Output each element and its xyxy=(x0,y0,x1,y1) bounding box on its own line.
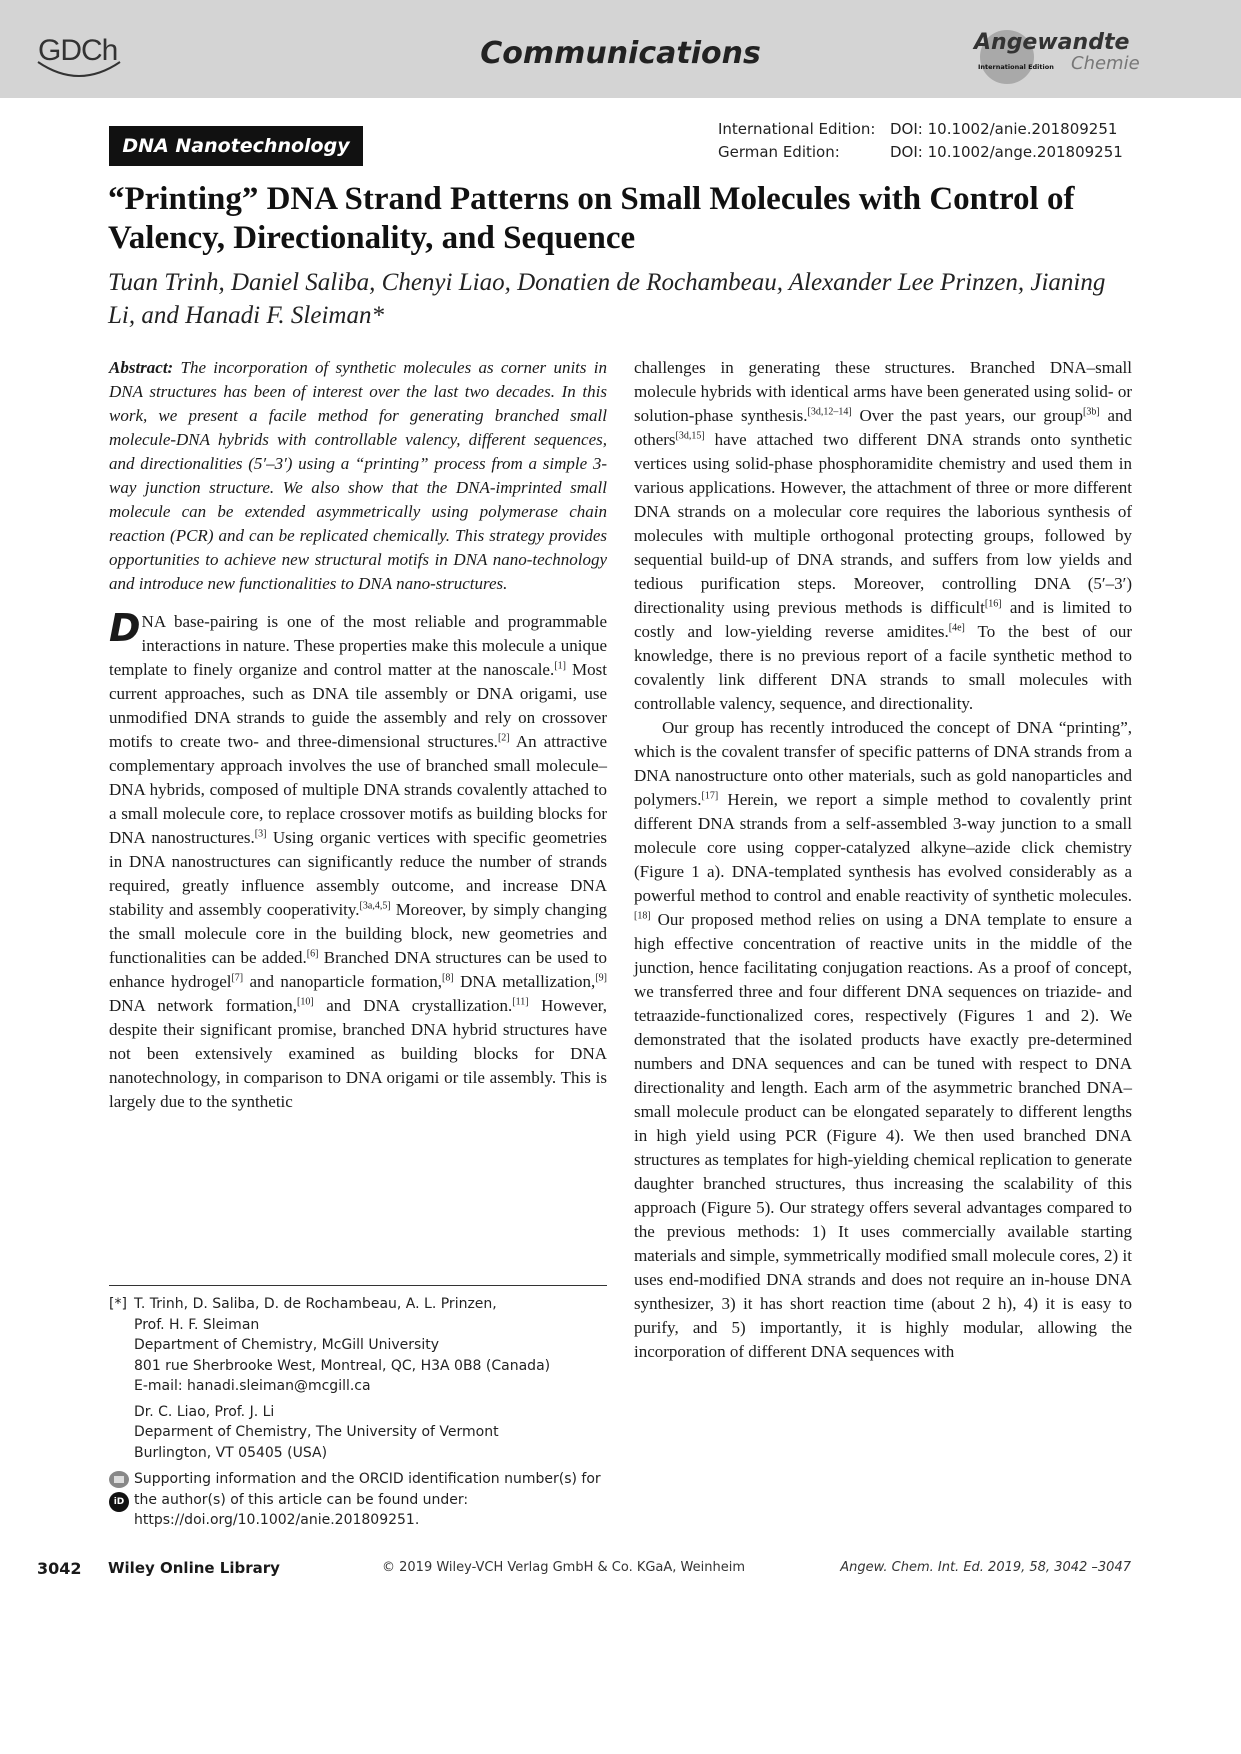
doi-block xyxy=(718,118,1123,164)
text-run: have attached two different DNA strands onto synthetic vertices using solid-phase phosphoramidite chemistry and used them in various applications. However, the attachment of three or more different DNA strands on a molecular core requires the laborious synthesis of molecules with multiple orthogonal protecting groups, followed by sequential build-up of DNA strands, and suffers from low yields and tedious purification steps. Moreover, controlling DNA (5′–3′) directionality using previous methods is difficult xyxy=(634,430,1132,617)
citation: Angew. Chem. Int. Ed. 2019, 58, 3042 –3047 xyxy=(840,1560,1131,1575)
si-icons xyxy=(109,1471,131,1512)
text-run: However, despite their significant promise, branched DNA hybrid structures have not been extensively examined as building blocks for DNA nanotechnology, in comparison to DNA origami or tile assembly. This is largely due to the synthetic xyxy=(109,996,607,1111)
affiliation-line: Department of Chemistry, McGill University xyxy=(134,1337,439,1353)
email-line[interactable]: E-mail: hanadi.sleiman@mcgill.ca xyxy=(134,1378,371,1394)
text-run: Branched DNA structures can be used to enhance hydrogel xyxy=(109,948,607,991)
citation-ref[interactable]: [11] xyxy=(512,996,529,1008)
affiliation-block-1 xyxy=(134,1294,607,1397)
text-run: Herein, we report a simple method to covalently print different DNA strands from a self-assembled 3-way junction to a small molecule core using copper-catalyzed alkyne–azide click chemistry (Figure 1 a). DNA-templated synthesis has evolved considerably as a powerful method to control and enable reactivity of synthetic molecules. xyxy=(634,790,1132,905)
wiley-online-library-link[interactable]: Wiley Online Library xyxy=(108,1559,280,1577)
doi-row xyxy=(718,141,1123,164)
affiliation-line: Burlington, VT 05405 (USA) xyxy=(134,1444,328,1461)
citation-ref[interactable]: [3] xyxy=(254,828,267,840)
orcid-icon: iD xyxy=(109,1492,129,1512)
citation-ref[interactable]: [8] xyxy=(442,972,454,984)
journal-logo-edition: International Edition xyxy=(978,63,1054,71)
supporting-info-note xyxy=(109,1469,607,1531)
header-band xyxy=(0,0,1241,98)
doi-label: International Edition: xyxy=(718,120,876,138)
supporting-info-icon xyxy=(109,1471,129,1488)
text-run: Most current approaches, such as DNA tile assembly or DNA origami, use unmodified DNA strands to guide the assembly and rely on crossover motifs to create two- and three-dimensional structures. xyxy=(109,660,607,751)
journal-logo-name: Angewandte xyxy=(974,30,1130,55)
affiliation-line: Prof. H. F. Sleiman xyxy=(134,1316,260,1333)
page-footer xyxy=(0,1559,1241,1583)
affiliation-line: Deparment of Chemistry, The University of Vermont xyxy=(134,1424,499,1440)
right-column xyxy=(634,356,1132,1364)
page-number: 3042 xyxy=(37,1559,82,1578)
abstract-text: The incorporation of synthetic molecules as corner units in DNA structures has been of interest over the last two decades. In this work, we present a facile method for generating branched small molecule-DNA hybrids with controllable valency, different sequences, and directionalities (5′–3′) using a “printing” process from a simple 3-way junction structure. We also show that the DNA-imprinted small molecule can be extended asymmetrically using polymerase chain reaction (PCR) and can be replicated chemically. This strategy provides opportunities to achieve new structural motifs in DNA nano-technology and introduce new functionalities to DNA nano-structures. xyxy=(109,358,607,593)
footnote-divider xyxy=(109,1285,607,1286)
gdch-logo: GDCh xyxy=(38,34,118,67)
affiliation-block-2 xyxy=(134,1402,607,1464)
body-paragraph xyxy=(634,356,1132,716)
author-list: Tuan Trinh, Daniel Saliba, Chenyi Liao, Donatien de Rochambeau, Alexander Lee Prinzen, Jianing Li, and Hanadi F. Sleiman* xyxy=(108,269,1106,329)
text-run: NA base-pairing is one of the most reliable and programmable interactions in nature. These properties make this molecule a unique template to finely organize and control matter at the nanoscale. xyxy=(109,612,607,679)
citation-ref[interactable]: [16] xyxy=(984,598,1002,610)
text-run: Using organic vertices with specific geometries in DNA nanostructures can significantly reduce the number of strands required, greatly influence assembly outcome, and increase DNA stability and assembly cooperativity. xyxy=(109,828,608,919)
copyright: © 2019 Wiley-VCH Verlag GmbH & Co. KGaA, Weinheim xyxy=(382,1560,746,1575)
doi-label: German Edition: xyxy=(718,143,840,161)
affiliation-line: 801 rue Sherbrooke West, Montreal, QC, H3A 0B8 (Canada) xyxy=(134,1357,551,1374)
citation-ref[interactable]: [3a,4,5] xyxy=(359,900,391,912)
article-title: “Printing” DNA Strand Patterns on Small Molecules with Control of Valency, Directionality, and Sequence xyxy=(108,181,1075,256)
body-paragraph xyxy=(634,716,1132,1364)
affiliation-footnote xyxy=(109,1294,607,1531)
citation-ref[interactable]: [6] xyxy=(306,948,319,960)
affiliation-line: T. Trinh, D. Saliba, D. de Rochambeau, A. L. Prinzen, xyxy=(134,1296,497,1312)
text-run: To the best of our knowledge, there is no previous report of a facile synthetic method to covalently link different DNA strands to small molecules with controllable valency, sequence, and directionality. xyxy=(634,622,1132,713)
body-text xyxy=(109,606,608,1111)
text-run: An attractive complementary approach involves the use of branched small molecule–DNA hybrids, composed of multiple DNA strands covalently attached to a small molecule core, to replace crossover motifs as building blocks for DNA nanostructures. xyxy=(109,732,607,847)
citation-ref[interactable]: [18] xyxy=(634,910,651,922)
citation-ref[interactable]: [3b] xyxy=(1083,406,1100,418)
abstract-label: Abstract: xyxy=(109,358,174,377)
supporting-info-text[interactable]: Supporting information and the ORCID identification number(s) for the author(s) of this article can be found under: https://doi.org/10.1002/anie.201809251. xyxy=(134,1471,601,1528)
citation-ref[interactable]: [7] xyxy=(231,972,244,984)
journal-logo xyxy=(972,26,1140,82)
affiliation-line: Dr. C. Liao, Prof. J. Li xyxy=(134,1403,275,1420)
text-run: and is limited to costly and low-yielding reverse amidites. xyxy=(634,598,1132,641)
text-run: and DNA crystallization. xyxy=(313,996,513,1015)
citation-ref[interactable]: [9] xyxy=(595,972,607,984)
citation-ref[interactable]: [1] xyxy=(554,660,566,672)
text-run: and nanoparticle formation, xyxy=(243,972,443,991)
text-run: Our group has recently introduced the concept of DNA “printing”, which is the covalent transfer of specific patterns of DNA strands from a DNA nanostructure onto other materials, such as gold nanoparticles and polymers. xyxy=(634,718,1132,809)
doi-row xyxy=(718,118,1123,141)
text-run: challenges in generating these structures. Branched DNA–small molecule hybrids with identical arms have been generated using solid- or solution-phase synthesis. xyxy=(634,358,1132,425)
text-run: Moreover, by simply changing the small molecule core in the building block, new geometries and functionalities can be added. xyxy=(109,900,607,967)
text-run: DNA metallization, xyxy=(453,972,596,991)
citation-ref[interactable]: [4e] xyxy=(948,622,965,634)
text-run: Our proposed method relies on using a DNA template to ensure a high effective concentration of reactive units in the middle of the junction, hence facilitating conjugation reactions. As a proof of concept, we transferred three and four different DNA sequences on triazide- and tetraazide-functionalized cores, respectively (Figures 1 and 2). We demonstrated that the isolated products have exactly pre-determined numbers and DNA sequences and can be tuned with respect to DNA directionality and length. Each arm of the asymmetric branched DNA–small molecule product can be elongated separately to different lengths in high yield using PCR (Figure 4). We then used branched DNA structures as templates for high-yielding chemical replication to generate daughter branched structures, thus increasing the scalability of this approach (Figure 5). Our strategy offers several advantages compared to the previous methods: 1) It uses commercially available starting materials and simple, symmetrically modified small molecule cores, 2) it uses end-modified DNA strands and does not require an in-house DNA synthesizer, 3) it has short reaction time (about 2 h), 4) it is easy to purify, and 5) importantly, it is highly modular, allowing the incorporation of different DNA sequences with xyxy=(634,910,1132,1361)
citation-ref[interactable]: [2] xyxy=(497,732,510,744)
doi-link[interactable]: DOI: 10.1002/anie.201809251 xyxy=(890,120,1118,138)
text-run: and others xyxy=(634,406,1133,449)
citation-ref[interactable]: [10] xyxy=(296,996,314,1008)
journal-logo-sub: Chemie xyxy=(1071,53,1140,74)
doi-link[interactable]: DOI: 10.1002/ange.201809251 xyxy=(890,143,1123,161)
body-paragraph xyxy=(109,606,608,1114)
left-column xyxy=(109,356,607,1114)
drop-cap: D xyxy=(109,606,141,650)
section-title: Communications xyxy=(480,36,761,71)
citation-ref[interactable]: [3d,15] xyxy=(675,430,705,442)
abstract xyxy=(109,356,607,596)
topic-badge: DNA Nanotechnology xyxy=(109,126,363,166)
citation-ref[interactable]: [3d,12–14] xyxy=(807,406,852,418)
text-run: DNA network formation, xyxy=(109,996,297,1015)
footnote-mark: [*] xyxy=(109,1296,127,1312)
text-run: Over the past years, our group xyxy=(851,406,1083,425)
citation-ref[interactable]: [17] xyxy=(701,790,719,802)
